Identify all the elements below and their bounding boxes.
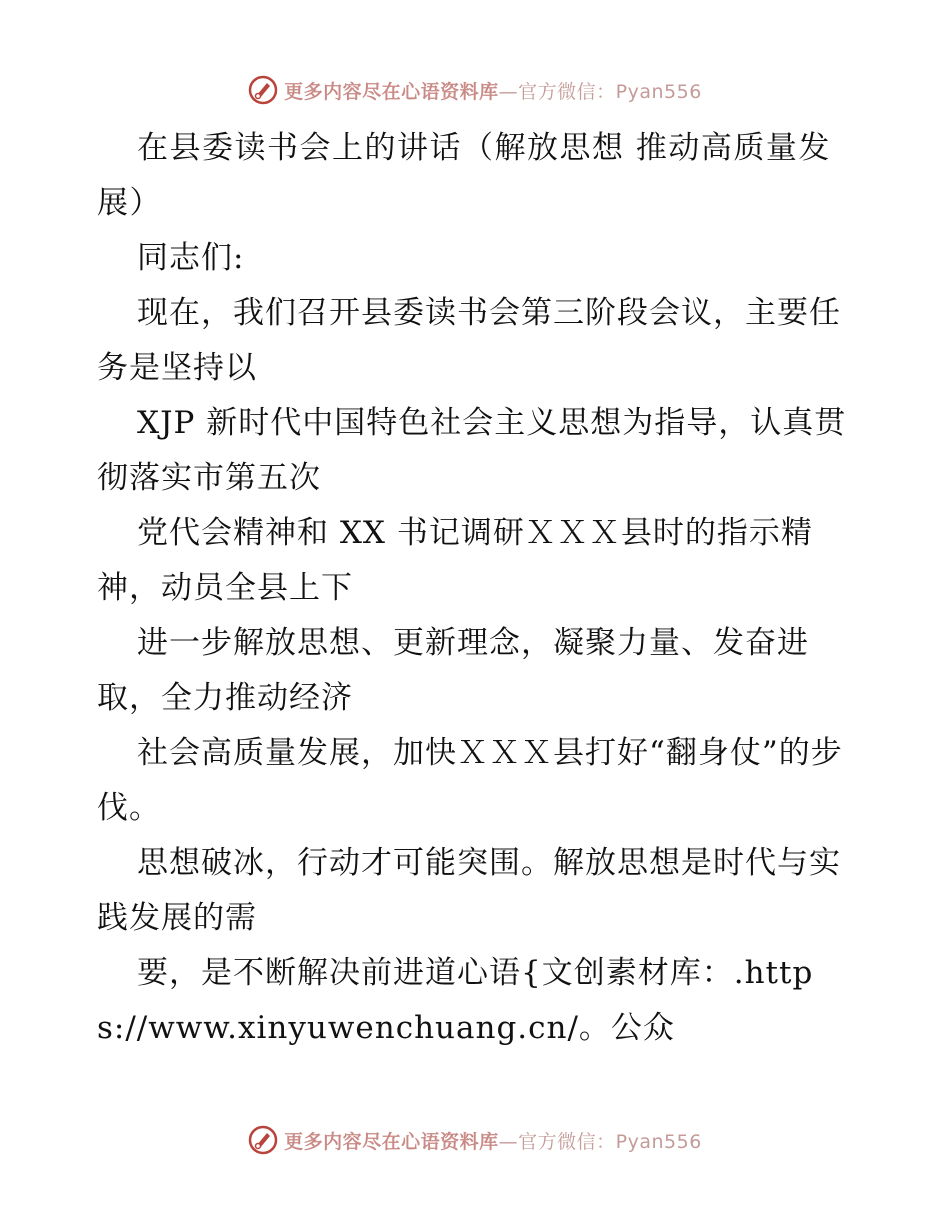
paragraph-salutation: 同志们: [137,240,245,276]
footer-watermark-text: 更多内容尽在心语资料库—官方微信：Pyan556 [284,1130,702,1153]
stamp-logo-icon [248,1125,278,1155]
header-watermark-text: 更多内容尽在心语资料库—官方微信：Pyan556 [284,80,702,103]
paragraph: XJP 新时代中国特色社会主义思想为指导，认真贯彻落实市第五次 [97,405,847,496]
header-watermark [0,70,950,110]
footer-wechat-text: —官方微信：Pyan556 [498,1130,702,1153]
footer-watermark [0,1120,950,1160]
document-title: 在县委读书会上的讲话（解放思想 推动高质量发展） [97,130,831,221]
document-body [97,121,857,1056]
paragraph: 思想破冰，行动才可能突围。解放思想是时代与实践发展的需 [97,845,841,936]
paragraph: 要，是不断解决前进道心语{文创素材库：.https://www.xinyuwenchuang.cn/。公众 [97,955,814,1046]
header-wechat-text: —官方微信：Pyan556 [498,80,702,103]
paragraph: 党代会精神和 XX 书记调研ＸＸＸ县时的指示精神，动员全县上下 [97,515,813,606]
paragraph: 社会高质量发展，加快ＸＸＸ县打好“翻身仗”的步伐。 [97,735,843,826]
paragraph: 现在，我们召开县委读书会第三阶段会议，主要任务是坚持以 [97,295,841,386]
paragraph: 进一步解放思想、更新理念，凝聚力量、发奋进取，全力推动经济 [97,625,809,716]
stamp-logo-icon [248,75,278,105]
